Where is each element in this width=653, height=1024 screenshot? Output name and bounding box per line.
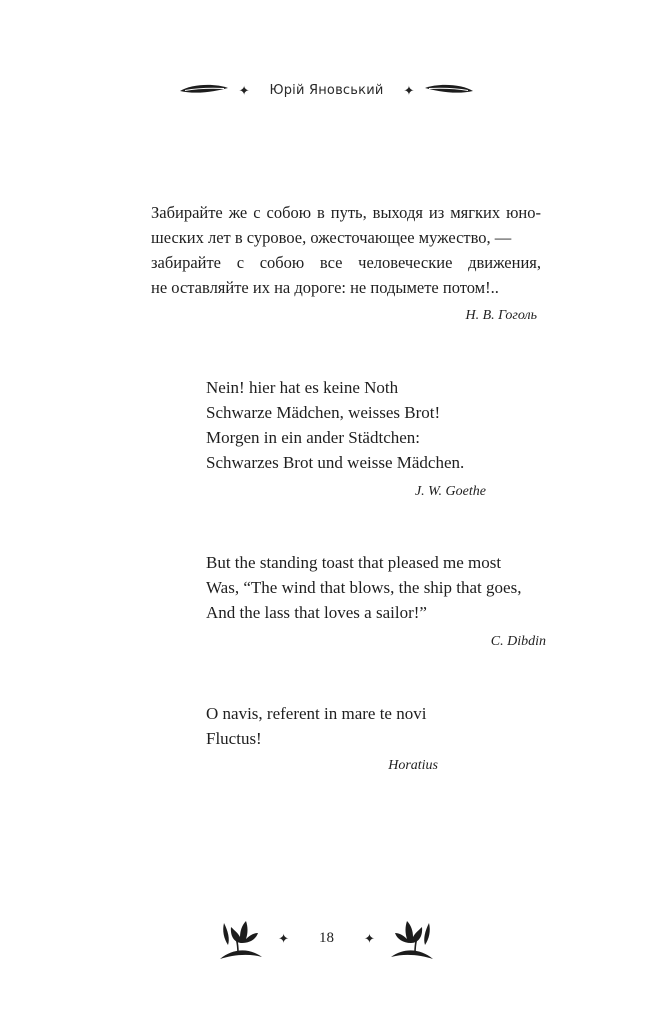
star-ornament-icon: ✦ bbox=[364, 930, 375, 946]
epigraph-gogol-text bbox=[151, 200, 541, 300]
verse-line: Schwarzes Brot und weisse Mädchen. bbox=[206, 453, 465, 472]
page-footer bbox=[0, 908, 653, 968]
tulip-ornament-icon bbox=[218, 913, 264, 963]
epigraph-line: Забирайте же с собою в путь, выходя из мягких юно- bbox=[151, 203, 541, 222]
star-ornament-icon: ✦ bbox=[278, 930, 289, 946]
verse-line: Nein! hier hat es keine Noth bbox=[206, 378, 399, 397]
running-head-title: Юрій Яновський bbox=[269, 82, 384, 98]
epigraph-dibdin-verse bbox=[206, 550, 521, 625]
page-number: 18 bbox=[319, 929, 334, 946]
epigraph-horatius-verse bbox=[206, 701, 426, 751]
verse-line: Morgen in ein ander Städtchen: bbox=[206, 428, 421, 447]
star-ornament-icon: ✦ bbox=[238, 82, 250, 98]
star-ornament-icon: ✦ bbox=[403, 82, 415, 98]
verse-line: O navis, referent in mare te novi bbox=[206, 704, 427, 723]
running-head bbox=[0, 78, 653, 102]
verse-line: Schwarze Mädchen, weisses Brot! bbox=[206, 403, 441, 422]
epigraph-line: не оставляйте их на дороге: не подымете потом!.. bbox=[151, 278, 499, 297]
verse-line: And the lass that loves a sailor!” bbox=[206, 603, 427, 622]
leaf-ornament-icon bbox=[179, 83, 229, 97]
verse-line: Was, “The wind that blows, the ship that goes, bbox=[206, 578, 522, 597]
epigraph-attribution: Horatius bbox=[388, 758, 438, 773]
epigraph-line: забирайте с собою все человеческие движения, bbox=[151, 253, 541, 272]
epigraph-attribution: C. Dibdin bbox=[490, 634, 546, 649]
tulip-ornament-icon bbox=[389, 913, 435, 963]
epigraph-attribution: J. W. Goethe bbox=[414, 484, 486, 499]
verse-line: Fluctus! bbox=[206, 729, 262, 748]
leaf-ornament-icon bbox=[424, 83, 474, 97]
epigraph-line: шеских лет в суровое, ожесточающее мужество, — bbox=[151, 228, 512, 247]
epigraph-goethe-verse bbox=[206, 375, 464, 475]
verse-line: But the standing toast that pleased me most bbox=[206, 553, 502, 572]
epigraph-attribution: Н. В. Гоголь bbox=[465, 308, 537, 323]
